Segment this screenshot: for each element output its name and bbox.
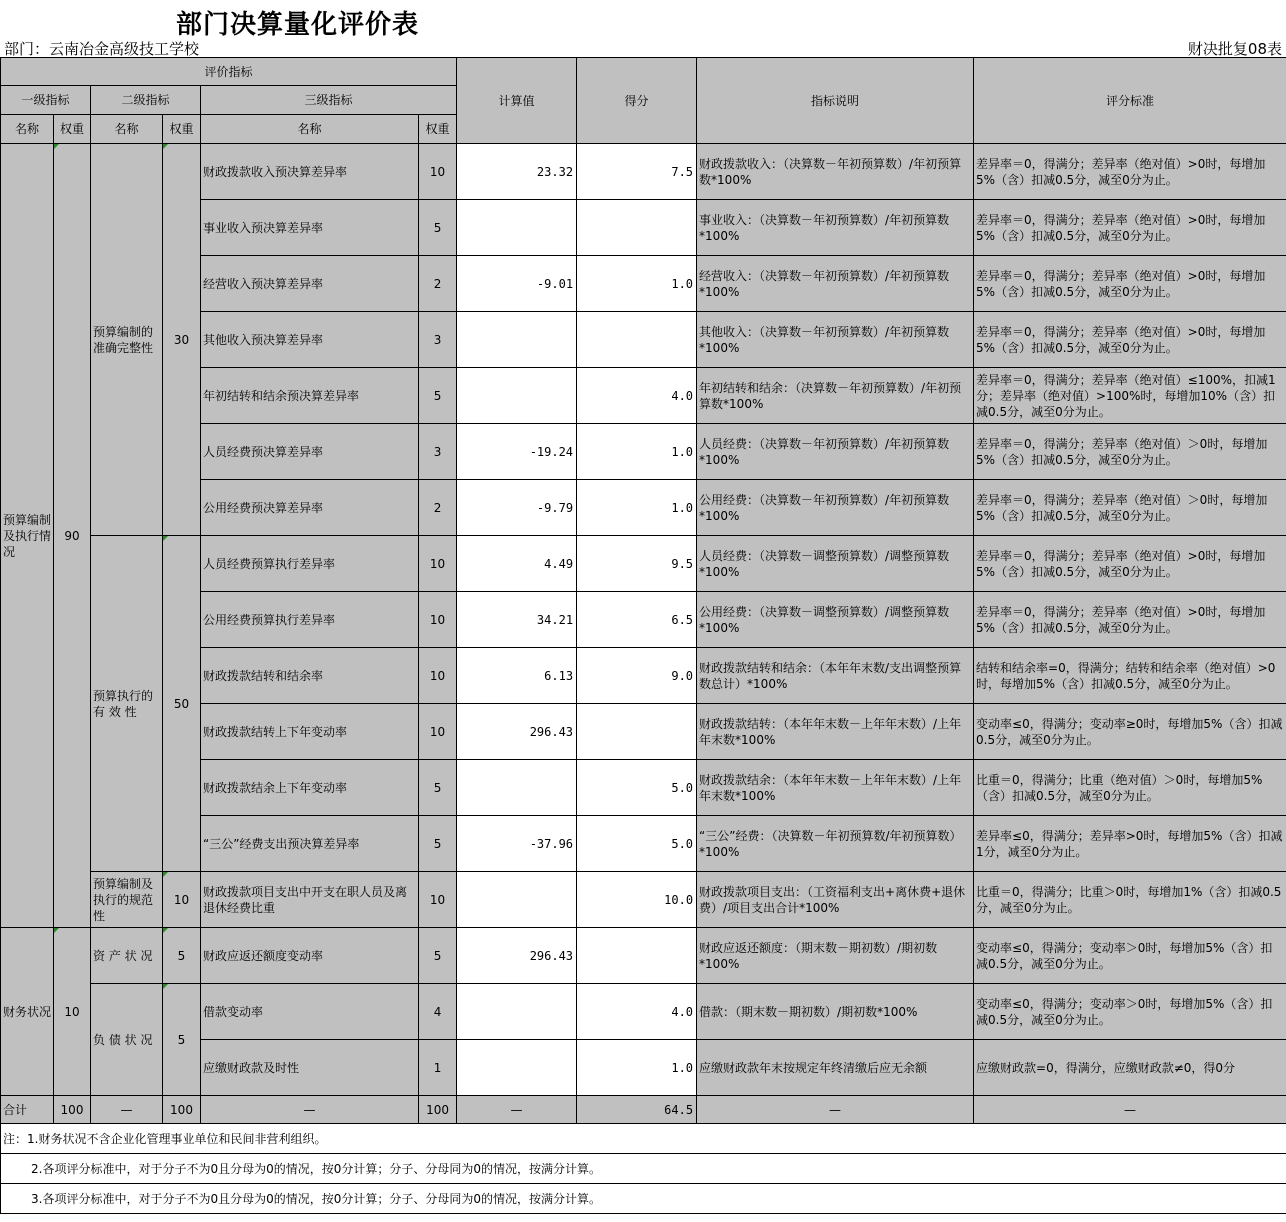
score-value: 5.0 bbox=[577, 760, 697, 816]
level3-name: 人员经费预算执行差异率 bbox=[201, 536, 419, 592]
header-standard: 评分标准 bbox=[974, 58, 1286, 144]
calc-value: -9.79 bbox=[457, 480, 577, 536]
score-value: 1.0 bbox=[577, 424, 697, 480]
total-calc: — bbox=[457, 1096, 577, 1124]
header-weight: 权重 bbox=[419, 115, 457, 144]
note-2: 2.各项评分标准中，对于分子不为0且分母为0的情况，按0分计算；分子、分母同为0的情况，按满分计算。 bbox=[1, 1154, 1286, 1184]
level2-name: 预算编制及执行的规范性 bbox=[91, 872, 163, 928]
header-name: 名称 bbox=[91, 115, 163, 144]
scoring-standard: 差异率＝0，得满分；差异率（绝对值）＞0时，每增加5%（含）扣减0.5分，减至0分为止。 bbox=[974, 424, 1286, 480]
evaluation-table bbox=[0, 57, 1286, 1214]
indicator-description: 经营收入：（决算数－年初预算数）/年初预算数*100% bbox=[697, 256, 974, 312]
level3-name: 财政应返还额度变动率 bbox=[201, 928, 419, 984]
scoring-standard: 差异率＝0，得满分；差异率（绝对值）>0时，每增加5%（含）扣减0.5分，减至0分为止。 bbox=[974, 592, 1286, 648]
header-level2: 二级指标 bbox=[91, 86, 201, 115]
table-row bbox=[1, 984, 1286, 1040]
level3-name: 年初结转和结余预决算差异率 bbox=[201, 368, 419, 424]
calc-value: -37.96 bbox=[457, 816, 577, 872]
indicator-description: 人员经费：（决算数－调整预算数）/调整预算数*100% bbox=[697, 536, 974, 592]
score-value: 4.0 bbox=[577, 984, 697, 1040]
header-calc-value: 计算值 bbox=[457, 58, 577, 144]
score-value bbox=[577, 928, 697, 984]
indicator-description: 应缴财政款年末按规定年终清缴后应无余额 bbox=[697, 1040, 974, 1096]
total-weight-3: 100 bbox=[419, 1096, 457, 1124]
level3-name: 其他收入预决算差异率 bbox=[201, 312, 419, 368]
header-level3: 三级指标 bbox=[201, 86, 457, 115]
score-value: 6.5 bbox=[577, 592, 697, 648]
level3-weight: 5 bbox=[419, 368, 457, 424]
level3-name: 公用经费预决算差异率 bbox=[201, 480, 419, 536]
header-description: 指标说明 bbox=[697, 58, 974, 144]
level3-weight: 5 bbox=[419, 816, 457, 872]
indicator-description: 人员经费：（决算数－年初预算数）/年初预算数*100% bbox=[697, 424, 974, 480]
level3-name: 财政拨款收入预决算差异率 bbox=[201, 144, 419, 200]
level3-weight: 5 bbox=[419, 928, 457, 984]
score-value: 5.0 bbox=[577, 816, 697, 872]
indicator-description: 公用经费：（决算数－年初预算数）/年初预算数*100% bbox=[697, 480, 974, 536]
calc-value bbox=[457, 760, 577, 816]
total-weight-2: 100 bbox=[163, 1096, 201, 1124]
scoring-standard: 比重＝0，得满分；比重（绝对值）＞0时，每增加5%（含）扣减0.5分，减至0分为止。 bbox=[974, 760, 1286, 816]
indicator-description: 其他收入：（决算数－年初预算数）/年初预算数*100% bbox=[697, 312, 974, 368]
indicator-description: 财政拨款结余：（本年年末数－上年年末数）/上年年末数*100% bbox=[697, 760, 974, 816]
level3-name: 财政拨款项目支出中开支在职人员及离退休经费比重 bbox=[201, 872, 419, 928]
level1-weight: 90 bbox=[54, 144, 91, 928]
level3-name: 财政拨款结余上下年变动率 bbox=[201, 760, 419, 816]
calc-value: 23.32 bbox=[457, 144, 577, 200]
total-desc: — bbox=[697, 1096, 974, 1124]
header-weight: 权重 bbox=[163, 115, 201, 144]
indicator-description: 财政应返还额度：（期末数－期初数）/期初数*100% bbox=[697, 928, 974, 984]
table-body bbox=[1, 144, 1286, 1096]
level1-weight: 10 bbox=[54, 928, 91, 1096]
indicator-description: 财政拨款收入：（决算数－年初预算数）/年初预算数*100% bbox=[697, 144, 974, 200]
level3-weight: 10 bbox=[419, 144, 457, 200]
level3-weight: 3 bbox=[419, 424, 457, 480]
scoring-standard: 差异率＝0，得满分；差异率（绝对值）>0时，每增加5%（含）扣减0.5分，减至0分为止。 bbox=[974, 536, 1286, 592]
calc-value: 296.43 bbox=[457, 928, 577, 984]
table-total bbox=[1, 1096, 1286, 1124]
scoring-standard: 差异率＝0，得满分；差异率（绝对值）>0时，每增加5%（含）扣减0.5分，减至0分为止。 bbox=[974, 200, 1286, 256]
calc-value bbox=[457, 368, 577, 424]
scoring-standard: 变动率≤0，得满分；变动率≥0时，每增加5%（含）扣减0.5分，减至0分为止。 bbox=[974, 704, 1286, 760]
scoring-standard: 差异率＝0，得满分；差异率（绝对值）>0时，每增加5%（含）扣减0.5分，减至0分为止。 bbox=[974, 144, 1286, 200]
indicator-description: 借款：（期末数－期初数）/期初数*100% bbox=[697, 984, 974, 1040]
scoring-standard: 差异率＝0，得满分；差异率（绝对值）≤100%，扣减1分；差异率（绝对值）>100%时，每增加10%（含）扣减0.5分，减至0分为止。 bbox=[974, 368, 1286, 424]
level2-weight: 5 bbox=[163, 984, 201, 1096]
calc-value: 4.49 bbox=[457, 536, 577, 592]
level2-name: 预算编制的准确完整性 bbox=[91, 144, 163, 536]
level3-weight: 10 bbox=[419, 872, 457, 928]
scoring-standard: 差异率＝0，得满分；差异率（绝对值）>0时，每增加5%（含）扣减0.5分，减至0分为止。 bbox=[974, 312, 1286, 368]
indicator-description: 公用经费：（决算数－调整预算数）/调整预算数*100% bbox=[697, 592, 974, 648]
scoring-standard: 应缴财政款=0，得满分，应缴财政款≠0，得0分 bbox=[974, 1040, 1286, 1096]
scoring-standard: 变动率≤0，得满分；变动率＞0时，每增加5%（含）扣减0.5分，减至0分为止。 bbox=[974, 984, 1286, 1040]
score-value bbox=[577, 312, 697, 368]
scoring-standard: 差异率＝0，得满分；差异率（绝对值）>0时，每增加5%（含）扣减0.5分，减至0分为止。 bbox=[974, 256, 1286, 312]
header-weight: 权重 bbox=[54, 115, 91, 144]
level3-weight: 10 bbox=[419, 592, 457, 648]
header-level1: 一级指标 bbox=[1, 86, 91, 115]
level2-weight: 10 bbox=[163, 872, 201, 928]
score-value: 1.0 bbox=[577, 1040, 697, 1096]
level3-weight: 5 bbox=[419, 760, 457, 816]
department-label: 部门：云南冶金高级技工学校 bbox=[4, 40, 200, 58]
level2-name: 预算执行的有 效 性 bbox=[91, 536, 163, 872]
total-weight-1: 100 bbox=[54, 1096, 91, 1124]
calc-value bbox=[457, 872, 577, 928]
score-value: 4.0 bbox=[577, 368, 697, 424]
indicator-description: “三公”经费：（决算数－年初预算数/年初预算数）*100% bbox=[697, 816, 974, 872]
level3-weight: 2 bbox=[419, 480, 457, 536]
calc-value bbox=[457, 1040, 577, 1096]
page-title: 部门决算量化评价表 bbox=[176, 10, 420, 40]
level3-name: “三公”经费支出预决算差异率 bbox=[201, 816, 419, 872]
scoring-standard: 结转和结余率=0，得满分；结转和结余率（绝对值）>0时，每增加5%（含）扣减0.5分，减至0分为止。 bbox=[974, 648, 1286, 704]
header-score: 得分 bbox=[577, 58, 697, 144]
indicator-description: 年初结转和结余：（决算数－年初预算数）/年初预算数*100% bbox=[697, 368, 974, 424]
calc-value bbox=[457, 312, 577, 368]
level1-name: 预算编制及执行情况 bbox=[1, 144, 54, 928]
level3-weight: 10 bbox=[419, 648, 457, 704]
header-name: 名称 bbox=[201, 115, 419, 144]
total-score: 64.5 bbox=[577, 1096, 697, 1124]
indicator-description: 财政拨款结转：（本年年末数－上年年末数）/上年年末数*100% bbox=[697, 704, 974, 760]
scoring-standard: 比重＝0，得满分；比重＞0时，每增加1%（含）扣减0.5分，减至0分为止。 bbox=[974, 872, 1286, 928]
indicator-description: 财政拨款项目支出：（工资福利支出+离休费+退休费）/项目支出合计*100% bbox=[697, 872, 974, 928]
table-row bbox=[1, 536, 1286, 592]
level3-weight: 10 bbox=[419, 704, 457, 760]
calc-value: 296.43 bbox=[457, 704, 577, 760]
calc-value: 34.21 bbox=[457, 592, 577, 648]
level2-weight: 30 bbox=[163, 144, 201, 536]
score-value: 7.5 bbox=[577, 144, 697, 200]
level2-name: 负 债 状 况 bbox=[91, 984, 163, 1096]
calc-value: -9.01 bbox=[457, 256, 577, 312]
table-code: 财决批复08表 bbox=[1187, 40, 1282, 58]
level3-name: 应缴财政款及时性 bbox=[201, 1040, 419, 1096]
header-name: 名称 bbox=[1, 115, 54, 144]
indicator-description: 事业收入：（决算数－年初预算数）/年初预算数*100% bbox=[697, 200, 974, 256]
level2-name: 资 产 状 况 bbox=[91, 928, 163, 984]
score-value: 1.0 bbox=[577, 480, 697, 536]
header-eval-indicator: 评价指标 bbox=[1, 58, 457, 86]
level2-weight: 5 bbox=[163, 928, 201, 984]
level3-name: 借款变动率 bbox=[201, 984, 419, 1040]
total-standard: — bbox=[974, 1096, 1286, 1124]
level3-name: 公用经费预算执行差异率 bbox=[201, 592, 419, 648]
total-name-2: — bbox=[91, 1096, 163, 1124]
scoring-standard: 变动率≤0，得满分；变动率＞0时，每增加5%（含）扣减0.5分，减至0分为止。 bbox=[974, 928, 1286, 984]
total-label: 合计 bbox=[1, 1096, 54, 1124]
level3-name: 经营收入预决算差异率 bbox=[201, 256, 419, 312]
scoring-standard: 差异率＝0，得满分；差异率（绝对值）＞0时，每增加5%（含）扣减0.5分，减至0分为止。 bbox=[974, 480, 1286, 536]
table-row bbox=[1, 872, 1286, 928]
level3-weight: 2 bbox=[419, 256, 457, 312]
level3-weight: 1 bbox=[419, 1040, 457, 1096]
level3-weight: 10 bbox=[419, 536, 457, 592]
level3-name: 事业收入预决算差异率 bbox=[201, 200, 419, 256]
calc-value: -19.24 bbox=[457, 424, 577, 480]
total-name-3: — bbox=[201, 1096, 419, 1124]
score-value: 9.0 bbox=[577, 648, 697, 704]
level3-weight: 3 bbox=[419, 312, 457, 368]
level3-name: 人员经费预决算差异率 bbox=[201, 424, 419, 480]
level2-weight: 50 bbox=[163, 536, 201, 872]
level1-name: 财务状况 bbox=[1, 928, 54, 1096]
score-value: 10.0 bbox=[577, 872, 697, 928]
table-header bbox=[1, 58, 1286, 144]
indicator-description: 财政拨款结转和结余：（本年年末数/支出调整预算数总计）*100% bbox=[697, 648, 974, 704]
notes bbox=[1, 1124, 1286, 1214]
level3-weight: 4 bbox=[419, 984, 457, 1040]
score-value: 9.5 bbox=[577, 536, 697, 592]
note-3: 3.各项评分标准中，对于分子不为0且分母为0的情况，按0分计算；分子、分母同为0的情况，按满分计算。 bbox=[1, 1184, 1286, 1214]
calc-value: 6.13 bbox=[457, 648, 577, 704]
calc-value bbox=[457, 984, 577, 1040]
score-value: 1.0 bbox=[577, 256, 697, 312]
score-value bbox=[577, 200, 697, 256]
table-row bbox=[1, 144, 1286, 200]
level3-name: 财政拨款结转上下年变动率 bbox=[201, 704, 419, 760]
level3-name: 财政拨款结转和结余率 bbox=[201, 648, 419, 704]
level3-weight: 5 bbox=[419, 200, 457, 256]
table-row bbox=[1, 928, 1286, 984]
score-value bbox=[577, 704, 697, 760]
note-1: 注：1.财务状况不含企业化管理事业单位和民间非营利组织。 bbox=[1, 1124, 1286, 1154]
scoring-standard: 差异率≤0，得满分；差异率>0时，每增加5%（含）扣减1分，减至0分为止。 bbox=[974, 816, 1286, 872]
calc-value bbox=[457, 200, 577, 256]
